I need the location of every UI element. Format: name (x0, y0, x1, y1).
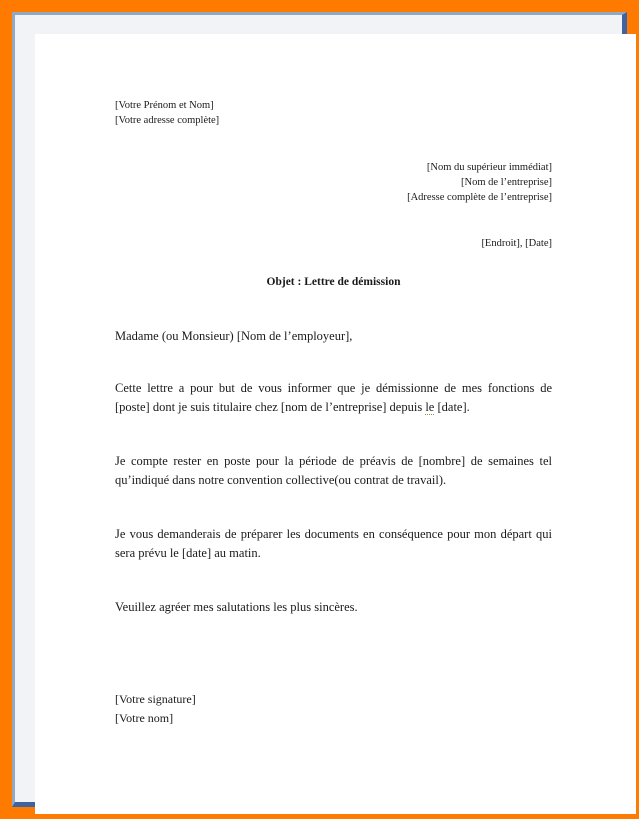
body-paragraph-1 (115, 379, 552, 417)
recipient-company-line: [Nom de l’entreprise] (461, 177, 552, 188)
recipient-address-block (115, 160, 552, 205)
signature-placeholder-line: [Votre signature] (115, 692, 196, 706)
sender-address-line: [Votre adresse complète] (115, 115, 220, 126)
closing-line: Veuillez agréer mes salutations les plus sincères. (115, 600, 358, 614)
body-paragraph-3: Je vous demanderais de préparer les documents en conséquence pour mon départ qui sera prévu le [date] au matin. (115, 527, 552, 560)
salutation: Madame (ou Monsieur) [Nom de l’employeur], (115, 329, 353, 343)
place-and-date: [Endroit], [Date] (481, 238, 552, 249)
body-paragraph-2: Je compte rester en poste pour la période de préavis de [nombre] de semaines tel qu’indiqué dans notre convention collective(ou contrat de travail). (115, 454, 552, 487)
signature-block (115, 690, 552, 728)
decorative-blue-inner-rule (12, 12, 627, 807)
recipient-company-address-line: [Adresse complète de l’entreprise] (407, 192, 552, 203)
sender-name-line: [Votre Prénom et Nom] (115, 100, 214, 111)
paragraph-1-text-before: Cette lettre a pour but de vous informer que je démissionne de mes fonctions de [poste] dont je suis titulaire chez [nom de l’entreprise] depuis (115, 381, 552, 414)
recipient-supervisor-line: [Nom du supérieur immédiat] (426, 162, 552, 173)
subject-line: Objet : Lettre de démission (266, 276, 401, 288)
paragraph-1-text-after: [date]. (434, 400, 470, 414)
sender-address-block (115, 98, 552, 128)
signature-name-line: [Votre nom] (115, 711, 174, 725)
spellcheck-flagged-word: le (425, 400, 435, 414)
letter-body (115, 98, 552, 728)
document-page (35, 34, 636, 814)
